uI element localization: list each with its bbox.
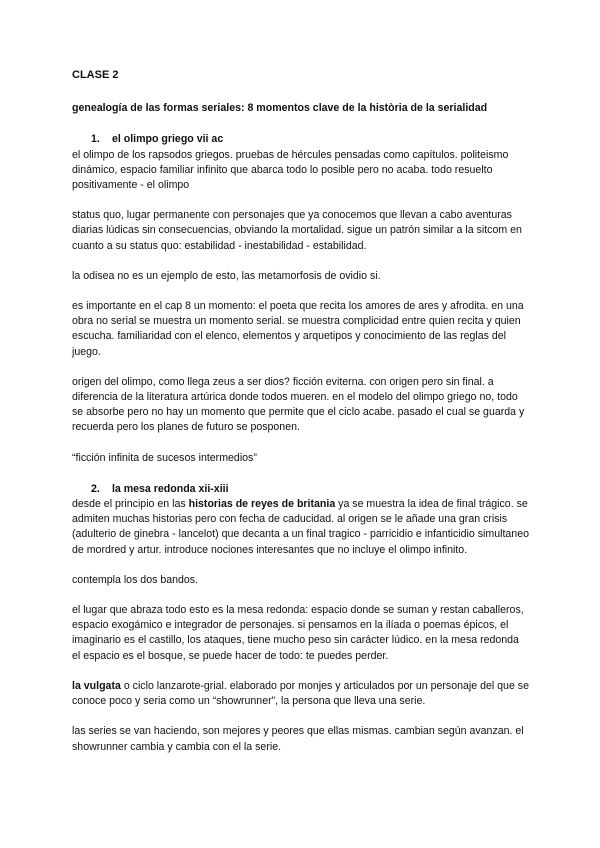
paragraph: el lugar que abraza todo esto es la mesa redonda: espacio donde se suman y restan caballeros, espacio exogámico e integrador de personajes. si pensamos en la ilíada o poemas épicos, el imaginario es el castillo, los ataques, tiene mucho peso sin carácter lúdico. en la mesa redonda el espacio es el bosque, se puede hacer de todo: te puedes perder. xyxy=(72,604,524,662)
document-subtitle: genealogía de las formas seriales: 8 momentos clave de la història de la serialidad xyxy=(72,102,488,115)
section-title-1: el olimpo griego vii ac xyxy=(111,133,224,146)
paragraph-text: o ciclo lanzarote-grial. elaborado por monjes y articulados por un personaje del que se conoce poco y seria como un “showrunner”, la persona que lleva una serie. xyxy=(72,679,529,708)
paragraph xyxy=(72,679,530,709)
section-title-2: la mesa redonda xii-xiii xyxy=(111,482,229,495)
bold-term: historias de reyes de britania xyxy=(188,498,336,511)
paragraph xyxy=(72,497,530,558)
paragraph: status quo, lugar permanente con personajes que ya conocemos que llevan a cabo aventuras diarias lúdicas sin consecuencias, obviando la mortalidad. sigue un patrón similar a la sitcom en cuanto a su status quo: estabilidad - inestabilidad - estabilidad. xyxy=(72,209,522,252)
bold-term: la vulgata xyxy=(72,679,121,692)
quote-paragraph: “ficción infinita de sucesos intermedios” xyxy=(72,451,257,464)
section-number-1: 1. xyxy=(91,133,100,146)
section-heading-1 xyxy=(72,132,530,147)
section-heading-2 xyxy=(72,482,530,497)
paragraph: la odisea no es un ejemplo de esto, las metamorfosis de ovidio si. xyxy=(72,269,381,282)
paragraph: contempla los dos bandos. xyxy=(72,573,199,586)
section-number-2: 2. xyxy=(91,482,100,495)
paragraph: es importante en el cap 8 un momento: el poeta que recita los amores de ares y afrodita. en una obra no serial se muestra un momento serial. se muestra complicidad entre quien recita y quien escucha. familiaridad con el elenco, elementos y arquetipos y conocimiento de las reglas del juego. xyxy=(72,300,524,358)
document-title: CLASE 2 xyxy=(72,69,119,81)
paragraph: las series se van haciendo, son mejores y peores que ellas mismas. cambian según avanzan. el showrunner cambia y cambia con el la serie. xyxy=(72,725,524,753)
paragraph: el olimpo de los rapsodos griegos. pruebas de hércules pensadas como capítulos. politeismo dinámico, espacio familiar infinito que abarca todo lo posible pero no acaba. todo resuelto positivamente - el olimpo xyxy=(72,148,509,192)
paragraph-text: ya se muestra la idea de final trágico. se admiten muchas historias pero con fecha de caducidad. al origen se le añade una gran crisis (adulterio de ginebra - lancelot) que decanta a un final tragico - parricidio e infanticidio simultaneo de mordred y artur. introduce nociones interesantes que no incluye el olimpo infinito. xyxy=(72,498,529,556)
paragraph: origen del olimpo, como llega zeus a ser dios? ficción eviterna. con origen pero sin final. a diferencia de la literatura artúrica donde todos mueren. en el modelo del olimpo griego no, todo se absorbe pero no hay un momento que permite que el ciclo acabe. pasado el cual se guarda y recuerda pero los planes de futuro se posponen. xyxy=(72,375,525,434)
paragraph-text: desde el principio en las xyxy=(72,498,189,511)
